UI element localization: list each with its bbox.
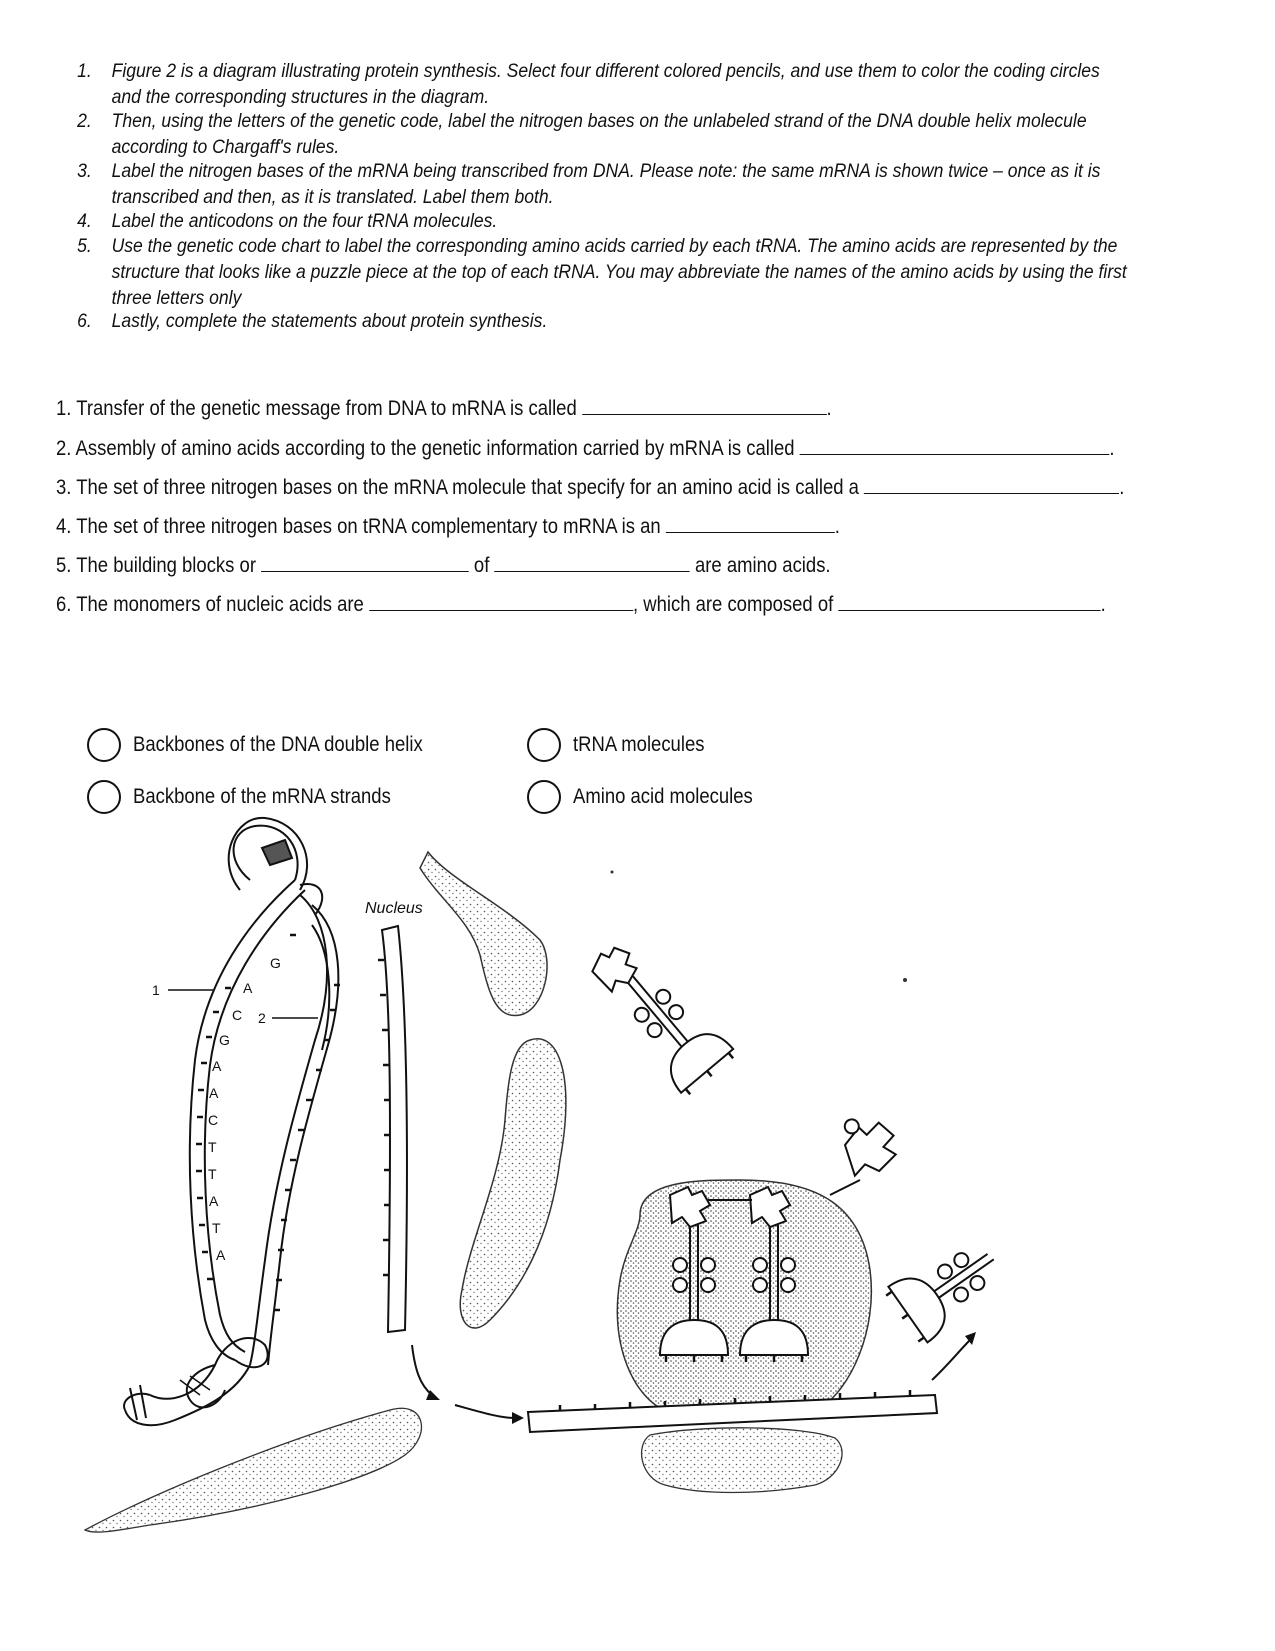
- instruction-line: Label the anticodons on the four tRNA molecules.: [111, 210, 498, 232]
- dna-base: T: [208, 1139, 217, 1155]
- instruction-line: Use the genetic code chart to label the corresponding amino acids carried by each tRNA. The amino acids are represented by the: [111, 235, 1118, 257]
- amino-acid: [670, 1187, 710, 1227]
- statement-text: 5. The building blocks or: [56, 554, 262, 577]
- dna-base: A: [212, 1058, 222, 1074]
- statement-text: 4. The set of three nitrogen bases on tRNA complementary to mRNA is an: [56, 515, 666, 538]
- mrna-strand-nucleus: [382, 926, 407, 1332]
- statement-end: .: [1119, 476, 1125, 499]
- dna-base: A: [243, 980, 253, 996]
- statement-text: 3. The set of three nitrogen bases on the mRNA molecule that specify for an amino acid is called a: [56, 476, 865, 499]
- instruction-line: according to Chargaff's rules.: [111, 136, 340, 158]
- nuclear-membrane-bottom: [85, 1408, 421, 1532]
- ribosome-large-subunit: [617, 1180, 871, 1408]
- legend-label: Amino acid molecules: [573, 785, 753, 808]
- label-2: 2: [258, 1010, 266, 1026]
- instruction-line: Figure 2 is a diagram illustrating protein synthesis. Select four different colored pencils, and use them to color the coding circles: [111, 60, 1100, 82]
- legend-label: Backbone of the mRNA strands: [133, 785, 391, 808]
- dna-strand-right: [250, 895, 338, 1365]
- instruction-number: 5.: [77, 235, 92, 257]
- arrow-out-of-nucleus: [412, 1345, 432, 1395]
- dna-bottom-coil: [124, 1338, 268, 1425]
- instruction-number: 2.: [77, 110, 92, 132]
- amino-acid: [750, 1187, 790, 1227]
- instruction-line: and the corresponding structures in the diagram.: [111, 86, 490, 108]
- nucleus-label: Nucleus: [365, 900, 423, 917]
- instruction-line: three letters only: [111, 287, 242, 309]
- dna-base-top: G: [270, 955, 281, 971]
- statement-text: 2. Assembly of amino acids according to the genetic information carried by mRNA is called: [56, 437, 800, 460]
- statement-mid: of: [468, 554, 495, 577]
- dna-base: G: [219, 1032, 230, 1048]
- dna-base: A: [216, 1247, 226, 1263]
- dna-base: A: [209, 1085, 219, 1101]
- statement-end: .: [834, 515, 840, 538]
- legend-label: Backbones of the DNA double helix: [133, 733, 423, 756]
- dna-base: C: [208, 1112, 219, 1128]
- statement-end: .: [1100, 593, 1106, 616]
- instruction-number: 6.: [77, 310, 92, 332]
- speck: [903, 978, 907, 982]
- statement-text: 6. The monomers of nucleic acids are: [56, 593, 369, 616]
- legend-label: tRNA molecules: [573, 733, 705, 756]
- instruction-line: structure that looks like a puzzle piece at the top of each tRNA. You may abbreviate the names of the amino acids by using the first: [111, 261, 1127, 283]
- dna-top-coil: [229, 818, 323, 915]
- nuclear-membrane-top: [420, 852, 547, 1016]
- instruction-number: 1.: [77, 60, 92, 82]
- aa-link: [830, 1180, 860, 1195]
- statement-end: are amino acids.: [689, 554, 831, 577]
- ribosome-small-subunit: [642, 1428, 842, 1493]
- instruction-number: 4.: [77, 210, 92, 232]
- instruction-line: Lastly, complete the statements about protein synthesis.: [111, 310, 548, 332]
- arrow-head: [512, 1412, 524, 1424]
- trna-molecule-4: [883, 1228, 1011, 1346]
- nuclear-membrane-middle: [460, 1039, 566, 1328]
- speck: [611, 871, 614, 874]
- amino-acid-free: [832, 1106, 904, 1181]
- label-1: 1: [152, 982, 160, 998]
- instruction-number: 3.: [77, 160, 92, 182]
- dna-base: T: [212, 1220, 221, 1236]
- instruction-line: transcribed and then, as it is translated. Label them both.: [111, 186, 554, 208]
- statement-end: .: [1109, 437, 1115, 460]
- statement-text: 1. Transfer of the genetic message from DNA to mRNA is called: [56, 397, 582, 420]
- amino-acid: [587, 940, 643, 996]
- dna-base: T: [208, 1166, 217, 1182]
- trna-molecule-3: [580, 928, 738, 1098]
- statement-mid: , which are composed of: [632, 593, 839, 616]
- instruction-line: Label the nitrogen bases of the mRNA being transcribed from DNA. Please note: the same mRNA is shown twice – once as it is: [111, 160, 1101, 182]
- instruction-line: Then, using the letters of the genetic code, label the nitrogen bases on the unlabeled strand of the DNA double helix molecule: [111, 110, 1087, 132]
- dna-base: C: [232, 1007, 243, 1023]
- dna-base: A: [209, 1193, 219, 1209]
- statement-end: .: [826, 397, 832, 420]
- arrow-to-ribosome: [455, 1405, 515, 1418]
- arrow-trna-leaving: [932, 1340, 970, 1380]
